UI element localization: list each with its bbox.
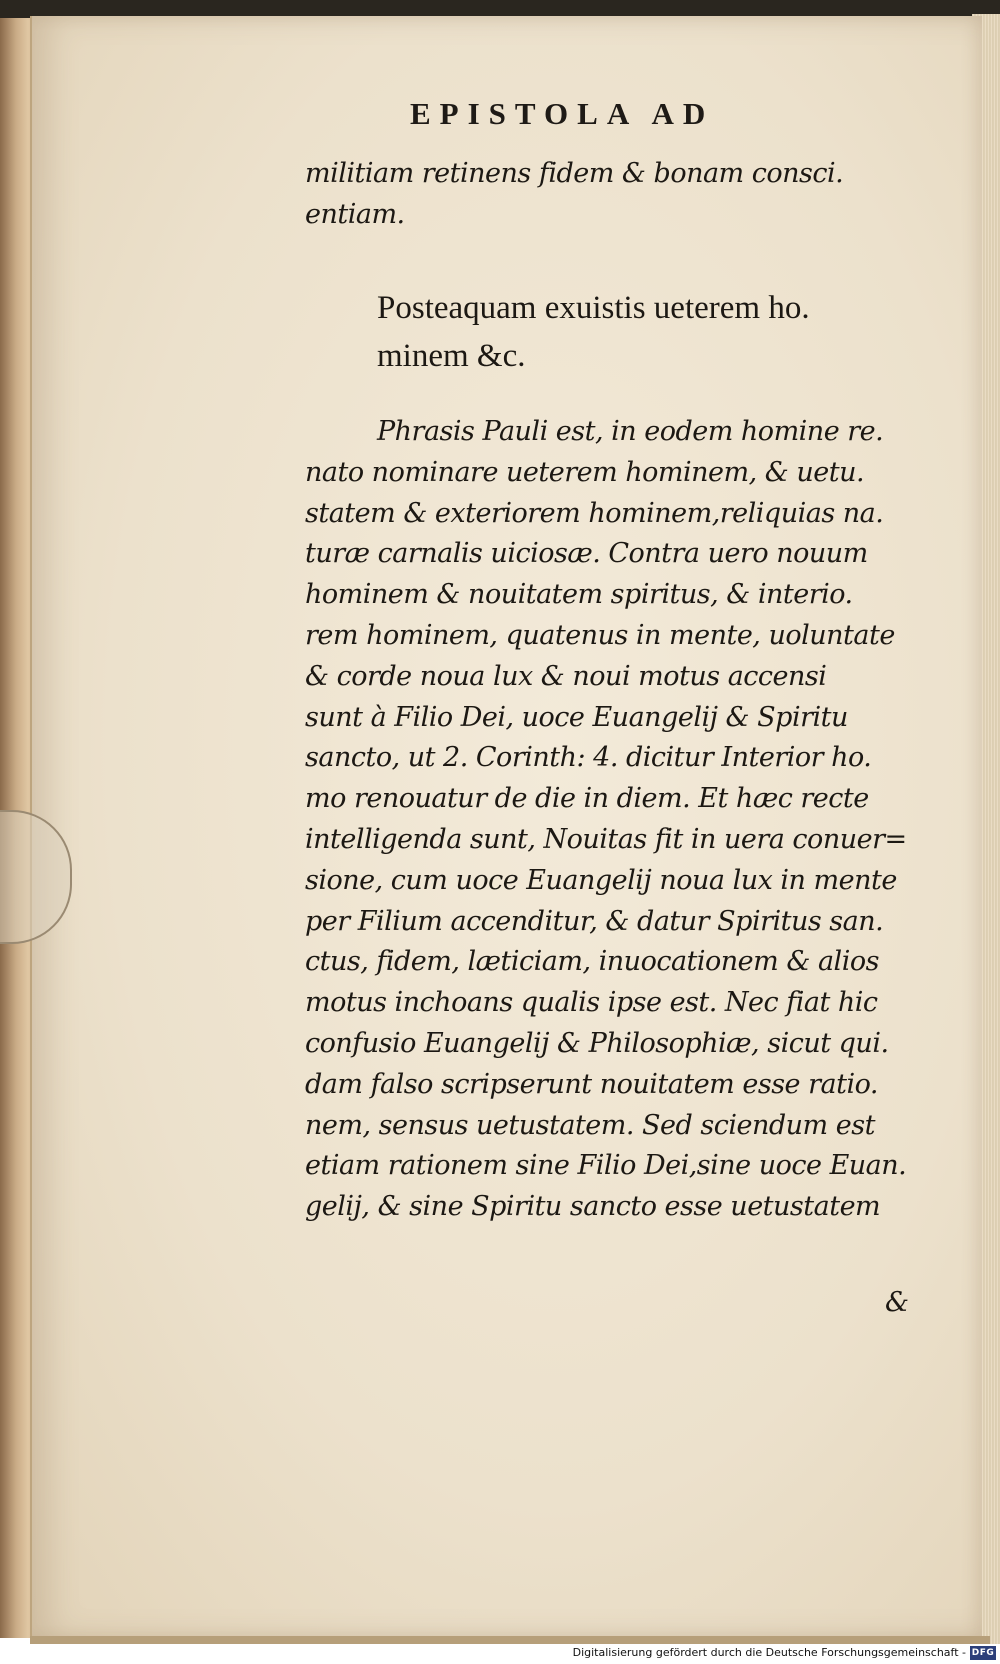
text-line: nem, sensus uetustatem. Sed sciendum est [305,1109,875,1141]
text-line: Posteaquam exuistis ueterem ho. [377,290,810,326]
text-line: minem &c. [377,338,526,374]
text-line: dam falso scripserunt nouitatem esse ratio. [305,1068,878,1100]
text-block-continuation [305,154,925,236]
text-line: mo renouatur de die in diem. Et hæc recte [305,783,869,815]
text-line: intelligenda sunt, Nouitas fit in uera conuer= [305,823,907,855]
text-line: militiam retinens fidem & bonam consci. [305,158,844,189]
text-line: entiam. [305,198,405,230]
page-bottom-edge [30,1636,990,1644]
text-line: nato nominare ueterem hominem, & uetu. [305,456,865,488]
text-line: turæ carnalis uiciosæ. Contra uero nouum [305,538,868,570]
text-line: gelij, & sine Spiritu sancto esse uetustatem [305,1191,881,1223]
text-line: ctus, fidem, læticiam, inuocationem & alios [305,946,879,978]
text-line: sancto, ut 2. Corinth: 4. dicitur Interior ho. [305,742,872,774]
text-line: sione, cum uoce Euangelij noua lux in mente [305,864,897,896]
scripture-lemma [377,284,927,380]
text-line: & corde noua lux & noui motus accensi [305,660,827,692]
text-line: etiam rationem sine Filio Dei,sine uoce Euan. [305,1150,907,1182]
text-line: motus inchoans qualis ipse est. Nec fiat hic [305,987,878,1019]
text-line: statem & exteriorem hominem,reliquias na. [305,497,884,529]
text-line: rem hominem, quatenus in mente, uoluntate [305,619,895,651]
dfg-logo-icon: DFG [971,1648,995,1658]
catchword: & [885,1287,910,1318]
text-line: per Filium accenditur, & datur Spiritus san. [305,905,884,937]
text-line: sunt à Filio Dei, uoce Euangelij & Spiritu [305,701,848,733]
commentary-paragraph [305,412,925,1228]
running-head: EPISTOLA AD [410,96,715,131]
text-line: hominem & nouitatem spiritus, & interio. [305,579,853,611]
digitization-credit: Digitalisierung gefördert durch die Deutsche Forschungsgemeinschaft - [572,1646,966,1659]
text-line: Phrasis Pauli est, in eodem homine re. [377,416,884,447]
text-line: confusio Euangelij & Philosophiæ, sicut qui. [305,1027,889,1059]
